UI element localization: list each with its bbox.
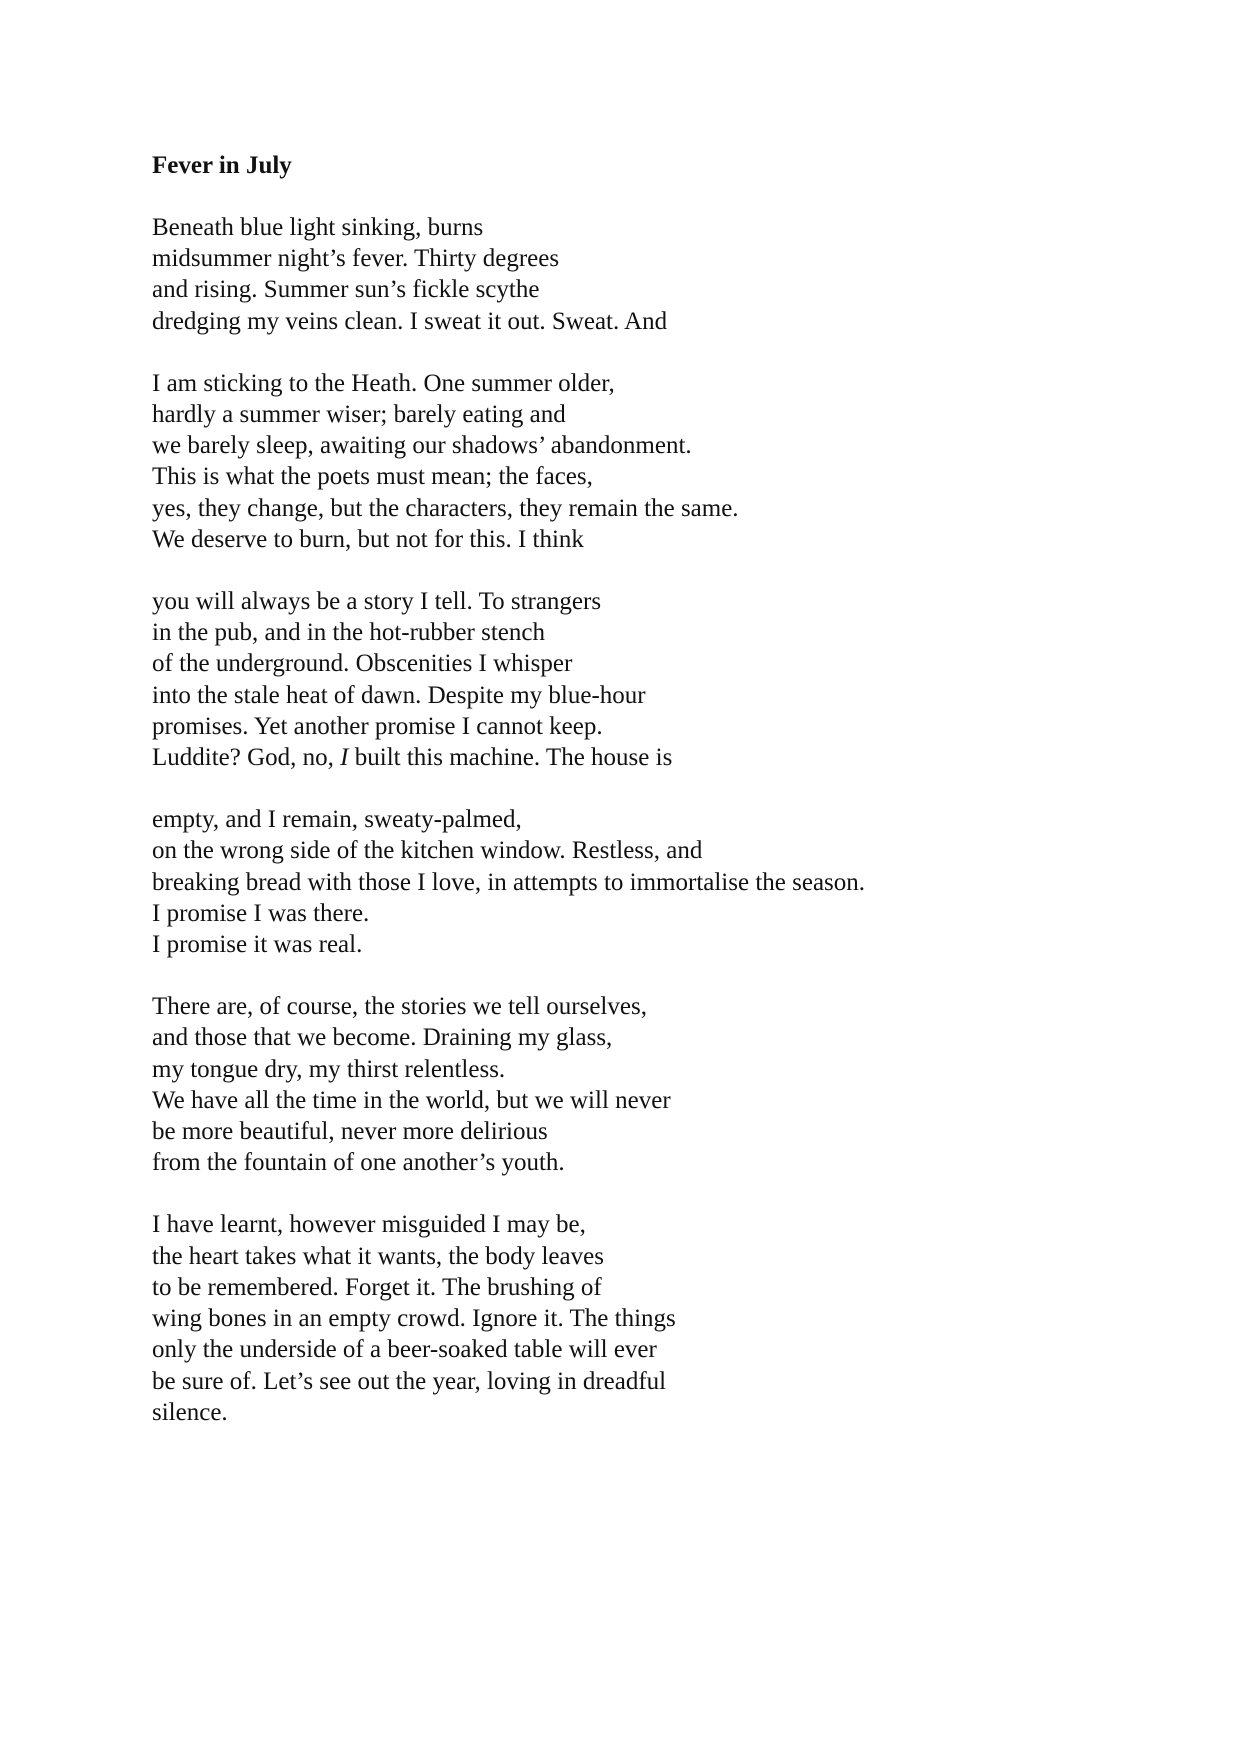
poem-line: dredging my veins clean. I sweat it out. Sweat. And bbox=[152, 307, 668, 335]
poem-line: I promise I was there. bbox=[152, 899, 370, 927]
poem-line: Beneath blue light sinking, burns bbox=[152, 214, 484, 241]
poem-line: the heart takes what it wants, the body leaves bbox=[152, 1242, 604, 1270]
poem-line: be sure of. Let’s see out the year, loving in dreadful bbox=[152, 1367, 667, 1395]
poem-line: I promise it was real. bbox=[152, 931, 363, 959]
poem-line: and rising. Summer sun’s fickle scythe bbox=[152, 276, 540, 304]
poem-line: empty, and I remain, sweaty-palmed, bbox=[152, 806, 522, 834]
poem-line: silence. bbox=[152, 1398, 228, 1426]
line-segment: Luddite? God, no, bbox=[152, 744, 341, 772]
poem-line: in the pub, and in the hot-rubber stench bbox=[152, 619, 545, 647]
poem-line: There are, of course, the stories we tell ourselves, bbox=[152, 993, 647, 1021]
poem-line: midsummer night’s fever. Thirty degrees bbox=[152, 245, 560, 273]
stanza bbox=[152, 368, 1152, 555]
poem-line: promises. Yet another promise I cannot keep. bbox=[152, 712, 603, 740]
poem-line: This is what the poets must mean; the faces, bbox=[152, 463, 593, 491]
poem-line: We have all the time in the world, but we will never bbox=[152, 1086, 671, 1114]
line-segment: built this machine. The house is bbox=[348, 744, 673, 772]
stanza bbox=[152, 991, 1152, 1178]
poem-page bbox=[152, 150, 1152, 1459]
poem-line: and those that we become. Draining my glass, bbox=[152, 1024, 613, 1052]
poem-line: from the fountain of one another’s youth. bbox=[152, 1149, 565, 1177]
stanza bbox=[152, 804, 1152, 960]
poem-line: wing bones in an empty crowd. Ignore it. The things bbox=[152, 1305, 676, 1333]
poem-line: we barely sleep, awaiting our shadows’ abandonment. bbox=[152, 432, 692, 460]
poem-line: be more beautiful, never more delirious bbox=[152, 1118, 548, 1146]
poem-line: of the underground. Obscenities I whisper bbox=[152, 650, 573, 678]
poem-line: We deserve to burn, but not for this. I think bbox=[152, 525, 584, 553]
poem-line: you will always be a story I tell. To strangers bbox=[152, 588, 602, 616]
italic-segment: I bbox=[340, 744, 349, 772]
poem-line: hardly a summer wiser; barely eating and bbox=[152, 401, 566, 429]
stanza bbox=[152, 212, 1152, 337]
poem-line: breaking bread with those I love, in attempts to immortalise the season. bbox=[152, 868, 866, 896]
stanza bbox=[152, 1209, 1152, 1427]
poem-line: my tongue dry, my thirst relentless. bbox=[152, 1055, 506, 1083]
poem-line: on the wrong side of the kitchen window. Restless, and bbox=[152, 837, 703, 865]
stanza bbox=[152, 586, 1152, 773]
poem-line: into the stale heat of dawn. Despite my blue-hour bbox=[152, 681, 646, 709]
poem-line: to be remembered. Forget it. The brushing of bbox=[152, 1273, 602, 1301]
poem-line bbox=[152, 742, 1152, 773]
poem-line: yes, they change, but the characters, they remain the same. bbox=[152, 494, 739, 522]
poem-body bbox=[152, 212, 1152, 1428]
poem-line: only the underside of a beer-soaked table will ever bbox=[152, 1336, 657, 1364]
poem-title: Fever in July bbox=[152, 152, 292, 179]
poem-line: I am sticking to the Heath. One summer older, bbox=[152, 369, 615, 397]
poem-line: I have learnt, however misguided I may be, bbox=[152, 1211, 586, 1239]
